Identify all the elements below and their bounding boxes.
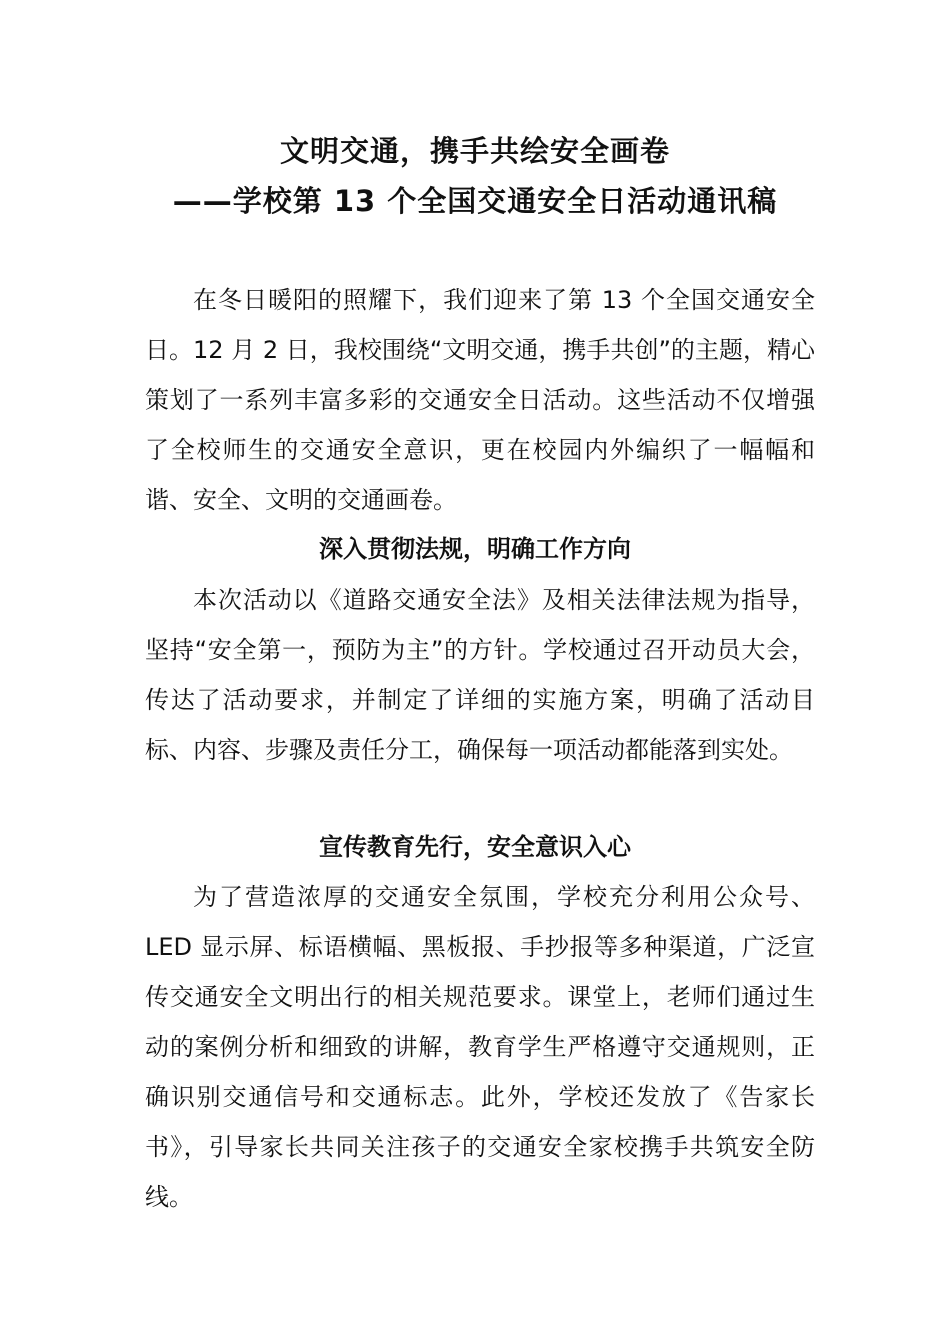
document-subtitle: ——学校第 13 个全国交通安全日活动通讯稿	[172, 184, 778, 218]
paragraph-intro: 在冬日暖阳的照耀下，我们迎来了第 13 个全国交通安全日。12 月 2 日，我校围绕“文明交通，携手共创”的主题，精心策划了一系列丰富多彩的交通安全日活动。这些活动不仅增强了全校师生的交通安全意识，更在校园内外编织了一幅幅和谐、安全、文明的交通画卷。	[145, 286, 815, 514]
section-heading-regulations: 深入贯彻法规，明确工作方向	[319, 535, 631, 563]
paragraph-education: 为了营造浓厚的交通安全氛围，学校充分利用公众号、LED 显示屏、标语横幅、黑板报、手抄报等多种渠道，广泛宣传交通安全文明出行的相关规范要求。课堂上，老师们通过生动的案例分析和细致的讲解，教育学生严格遵守交通规则，正确识别交通信号和交通标志。此外，学校还发放了《告家长书》，引导家长共同关注孩子的交通安全家校携手共筑安全防线。	[145, 883, 815, 1211]
paragraph-regulations: 本次活动以《道路交通安全法》及相关法律法规为指导，坚持“安全第一，预防为主”的方针。学校通过召开动员大会，传达了活动要求，并制定了详细的实施方案，明确了活动目标、内容、步骤及责任分工，确保每一项活动都能落到实处。	[145, 586, 815, 764]
section-heading-education: 宣传教育先行，安全意识入心	[319, 833, 631, 861]
document-title: 文明交通，携手共绘安全画卷	[279, 134, 670, 168]
